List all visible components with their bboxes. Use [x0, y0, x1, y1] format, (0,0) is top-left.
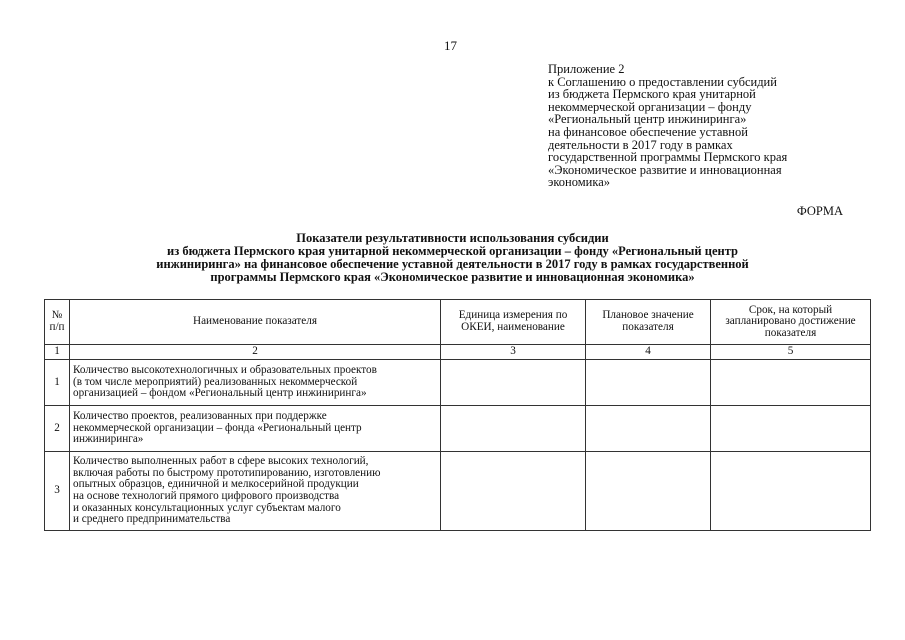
term-cell[interactable]: [711, 360, 871, 406]
indicator-name-line: Количество высокотехнологичных и образовательных проектов: [73, 364, 377, 377]
title-line: из бюджета Пермского края унитарной некоммерческой организации – фонду «Региональный центр: [167, 244, 738, 258]
indicator-name-line: Количество проектов, реализованных при поддержке: [73, 410, 327, 423]
table-header-row: [45, 300, 871, 345]
column-numbers-row: [45, 345, 871, 360]
term-cell[interactable]: [711, 452, 871, 531]
row-number: 3: [45, 452, 70, 531]
table-row: [45, 406, 871, 452]
indicator-name: [70, 452, 441, 531]
header-planned-value: Плановое значение показателя: [586, 300, 711, 345]
appendix-line: «Региональный центр инжиниринга»: [548, 112, 747, 127]
appendix-line: из бюджета Пермского края унитарной: [548, 87, 756, 102]
planned-value-cell[interactable]: [586, 452, 711, 531]
indicator-name-line: на основе технологий прямого цифрового производства: [73, 490, 340, 502]
indicator-name-line: Количество выполненных работ в сфере высоких технологий,: [73, 455, 369, 468]
appendix-line: экономика»: [548, 175, 611, 190]
form-label: ФОРМА: [796, 204, 843, 218]
planned-value-cell[interactable]: [586, 406, 711, 452]
column-number: 5: [711, 345, 871, 360]
indicator-name-line: инжиниринга»: [73, 433, 144, 446]
indicator-name-line: и оказанных консультационных услуг субъектам малого: [73, 501, 341, 514]
term-cell[interactable]: [711, 406, 871, 452]
header-unit: Единица измерения по ОКЕИ, наименование: [441, 300, 586, 345]
indicator-name-line: включая работы по быстрому прототипированию, изготовлению: [73, 466, 381, 479]
header-term: Срок, на который запланировано достижение показателя: [711, 300, 871, 345]
table-row: [45, 360, 871, 406]
title-line: программы Пермского края «Экономическое развитие и инновационная экономика»: [210, 270, 695, 284]
indicator-name-line: опытных образцов, единичной и мелкосерийной продукции: [73, 478, 359, 491]
appendix-line: «Экономическое развитие и инновационная: [548, 162, 782, 177]
appendix-line: деятельности в 2017 году в рамках: [548, 137, 733, 152]
appendix-line: Приложение 2: [548, 62, 625, 76]
indicator-name-line: некоммерческой организации – фонда «Региональный центр: [73, 421, 362, 434]
page-number: 17: [444, 38, 457, 53]
appendix-block: [548, 63, 868, 189]
appendix-line: на финансовое обеспечение уставной: [548, 124, 748, 139]
appendix-line: к Соглашению о предоставлении субсидий: [548, 74, 777, 89]
indicator-name-line: и среднего предпринимательства: [73, 513, 231, 526]
column-number: 4: [586, 345, 711, 360]
appendix-line: некоммерческой организации – фонду: [548, 99, 752, 114]
title-line: инжиниринга» на финансовое обеспечение уставной деятельности в 2017 году в рамках государственной: [156, 257, 749, 271]
indicator-name: [70, 360, 441, 406]
row-number: 2: [45, 406, 70, 452]
indicator-name: [70, 406, 441, 452]
column-number: 1: [45, 345, 70, 360]
indicator-name-line: (в том числе мероприятий) реализованных некоммерческой: [73, 375, 358, 388]
planned-value-cell[interactable]: [586, 360, 711, 406]
header-indicator-name: Наименование показателя: [70, 300, 441, 345]
title-line: Показатели результативности использования субсидии: [296, 231, 609, 245]
unit-cell[interactable]: [441, 360, 586, 406]
column-number: 3: [441, 345, 586, 360]
table-row: [45, 452, 871, 531]
indicator-name-line: организацией – фондом «Региональный центр инжиниринга»: [73, 387, 367, 400]
row-number: 1: [45, 360, 70, 406]
header-number: № п/п: [45, 300, 70, 345]
column-number: 2: [70, 345, 441, 360]
unit-cell[interactable]: [441, 452, 586, 531]
appendix-line: государственной программы Пермского края: [548, 150, 788, 165]
unit-cell[interactable]: [441, 406, 586, 452]
document-title: [60, 232, 845, 284]
indicators-table: [44, 299, 871, 531]
